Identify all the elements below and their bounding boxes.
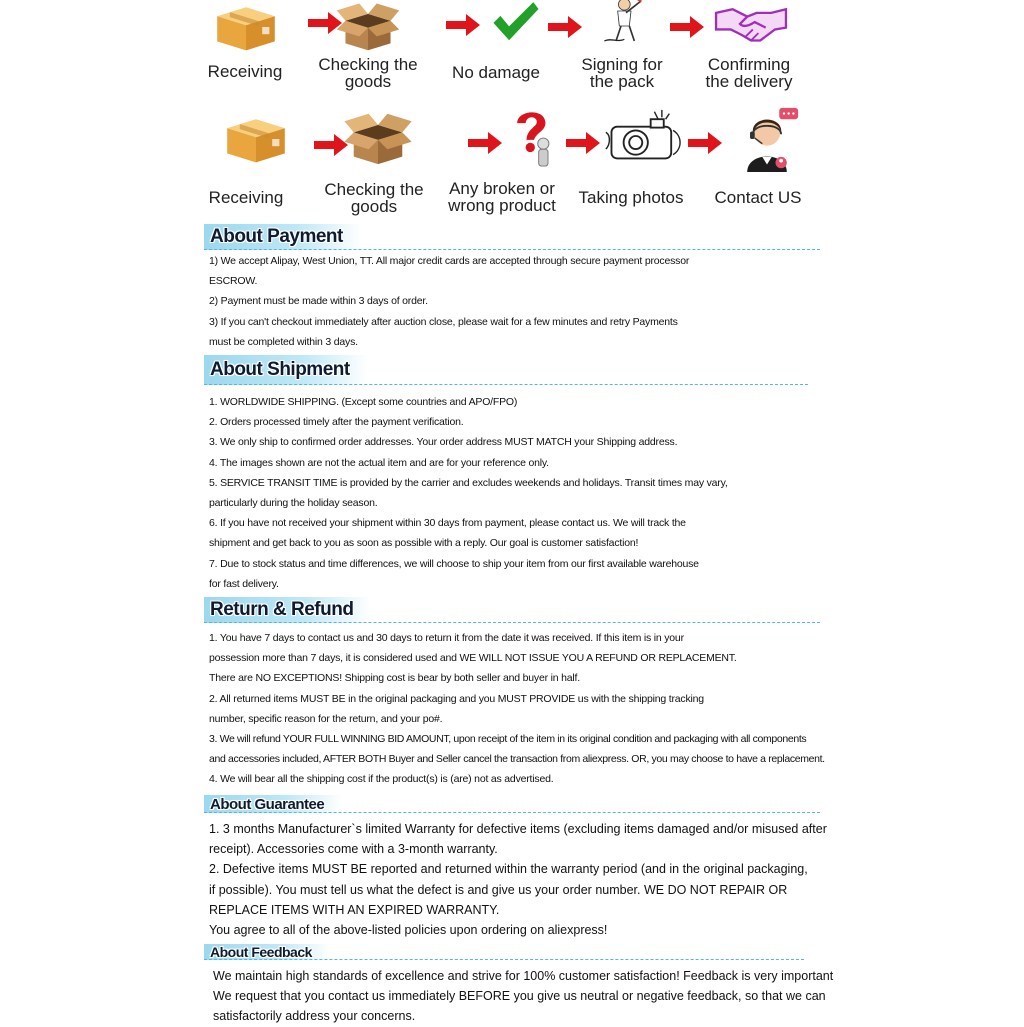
text-line: 1. 3 months Manufacturer`s limited Warranty for defective items (excluding items damaged and/or misused after [209,822,827,836]
dotted-rule [204,384,808,385]
handshake-icon [714,0,788,46]
section-header-feedback [204,944,804,960]
dotted-rule [204,959,804,960]
delivery-flow-normal [204,0,820,96]
text-line: must be completed within 3 days. [209,335,358,348]
text-line: particularly during the holiday season. [209,496,378,509]
pen-icon [596,0,646,46]
text-line: 7. Due to stock status and time differences, we will choose to ship your item from our first available warehouse [209,557,699,570]
text-line: ESCROW. [209,275,258,288]
text-line: 5. SERVICE TRANSIT TIME is provided by the carrier and excludes weekends and holidays. Transit times may vary, [209,476,728,489]
support-agent-icon [734,106,800,172]
flow-step-label: Checking the [318,55,418,74]
section-header-shipment [204,355,808,385]
flow-step-label: Taking photos [578,188,684,207]
section-title: Return & Refund [210,599,354,620]
open-box-icon [332,0,404,52]
flow-step-label: Receiving [208,188,284,207]
flow-step-contact [708,100,808,218]
text-line: 2. Orders processed timely after the payment verification. [209,416,464,429]
flow-step-checking [318,100,430,218]
section-title: About Shipment [210,359,350,380]
text-line: satisfactorily address your concerns. [213,1009,416,1024]
section-body-feedback [213,966,833,1027]
section-header-refund [204,597,820,623]
flow-step-label: Checking the [324,180,424,199]
text-line: receipt). Accessories come with a 3-month warranty. [209,842,498,857]
text-line: number, specific reason for the return, and your po#. [209,712,443,725]
text-line: 1) We accept Alipay, West Union, TT. All major credit cards are accepted through secure payment processor [209,255,690,267]
flow-step-no-damage [446,0,546,96]
text-line: 3. We will refund YOUR FULL WINNING BID AMOUNT, upon receipt of the item in its original condition and packaging with all components [209,732,807,745]
dotted-rule [204,249,820,250]
question-figure-icon [506,104,562,174]
open-box-icon [340,110,416,166]
text-line: There are NO EXCEPTIONS! Shipping cost is bear by both seller and buyer in half. [209,672,580,685]
text-line: 6. If you have not received your shipment within 30 days from payment, please contact us. We will track the [209,517,686,530]
text-line: 2. Defective items MUST BE reported and returned within the warranty period (and in the original packaging, [209,862,808,877]
text-line: We maintain high standards of excellence and strive for 100% customer satisfaction! Feedback is very important [213,969,834,983]
dotted-rule [204,812,820,813]
flow-step-label: Any broken or [449,179,555,198]
text-line: and accessories included, AFTER BOTH Buyer and Seller cancel the transaction from aliexpress. OR, you may choose to have a replacement. [209,753,825,766]
flow-step-label: wrong product [448,196,556,215]
flow-step-label: Confirming [707,55,791,74]
text-line: shipment and get back to you as soon as possible with a reply. Our goal is customer satisfaction! [209,537,639,550]
flow-step-receiving [204,0,286,96]
text-line: We request that you contact us immediately BEFORE you give us neutral or negative feedback, so that we can [213,989,826,1004]
text-line: for fast delivery. [209,577,279,590]
text-line: 2. All returned items MUST BE in the original packaging and you MUST PROVIDE us with the shipping tracking [209,692,704,705]
flow-step-signing [574,0,670,96]
text-line: 1. WORLDWIDE SHIPPING. (Except some countries and APO/FPO) [209,396,518,408]
flow-step-label: Signing for [581,55,663,74]
text-line: 1. You have 7 days to contact us and 30 days to return it from the date it was received. If this item is in your [209,632,684,644]
flow-step-broken [444,100,560,218]
flow-step-label: Contact US [714,188,802,207]
section-title: About Feedback [210,944,312,960]
flow-step-checking [312,0,424,96]
section-header-payment [204,224,820,250]
dotted-rule [204,622,820,623]
section-body-payment [209,251,689,352]
delivery-flow-problem [204,100,820,218]
box-icon [210,0,282,54]
checkmark-icon [490,0,542,44]
flow-step-label: goods [350,197,398,216]
text-line: 3) If you can't checkout immediately after auction close, please wait for a few minutes and retry Payments [209,315,678,328]
section-title: About Payment [210,226,343,247]
flow-step-label: goods [344,72,392,91]
section-header-guarantee [204,795,820,813]
section-body-refund [209,628,825,790]
text-line: if possible). You must tell us what the defect is and give us your order number. WE DO NOT REPAIR OR [209,882,788,897]
section-body-guarantee [209,819,827,940]
text-line: 4. The images shown are not the actual item and are for your reference only. [209,456,549,469]
flow-step-label: the delivery [705,72,793,91]
flow-step-label: Receiving [207,62,283,81]
section-body-shipment [209,392,728,594]
text-line: possession more than 7 days, it is considered used and WE WILL NOT ISSUE YOU A REFUND OR REPLACEMENT. [209,652,737,665]
box-icon [220,112,292,166]
text-line: 4. We will bear all the shipping cost if the product(s) is (are) not as advertised. [209,773,554,786]
text-line: You agree to all of the above-listed policies upon ordering on aliexpress! [209,922,608,937]
flow-step-label: the pack [589,72,655,91]
flow-step-photos [574,100,688,218]
camera-icon [604,108,688,164]
flow-step-confirming [694,0,804,96]
flow-step-receiving [204,100,288,218]
flow-step-label: No damage [452,63,540,82]
text-line: 3. We only ship to confirmed order addresses. Your order address MUST MATCH your Shipping address. [209,436,678,449]
text-line: REPLACE ITEMS WITH AN EXPIRED WARRANTY. [209,902,500,917]
text-line: 2) Payment must be made within 3 days of order. [209,295,428,308]
section-title: About Guarantee [210,795,325,813]
